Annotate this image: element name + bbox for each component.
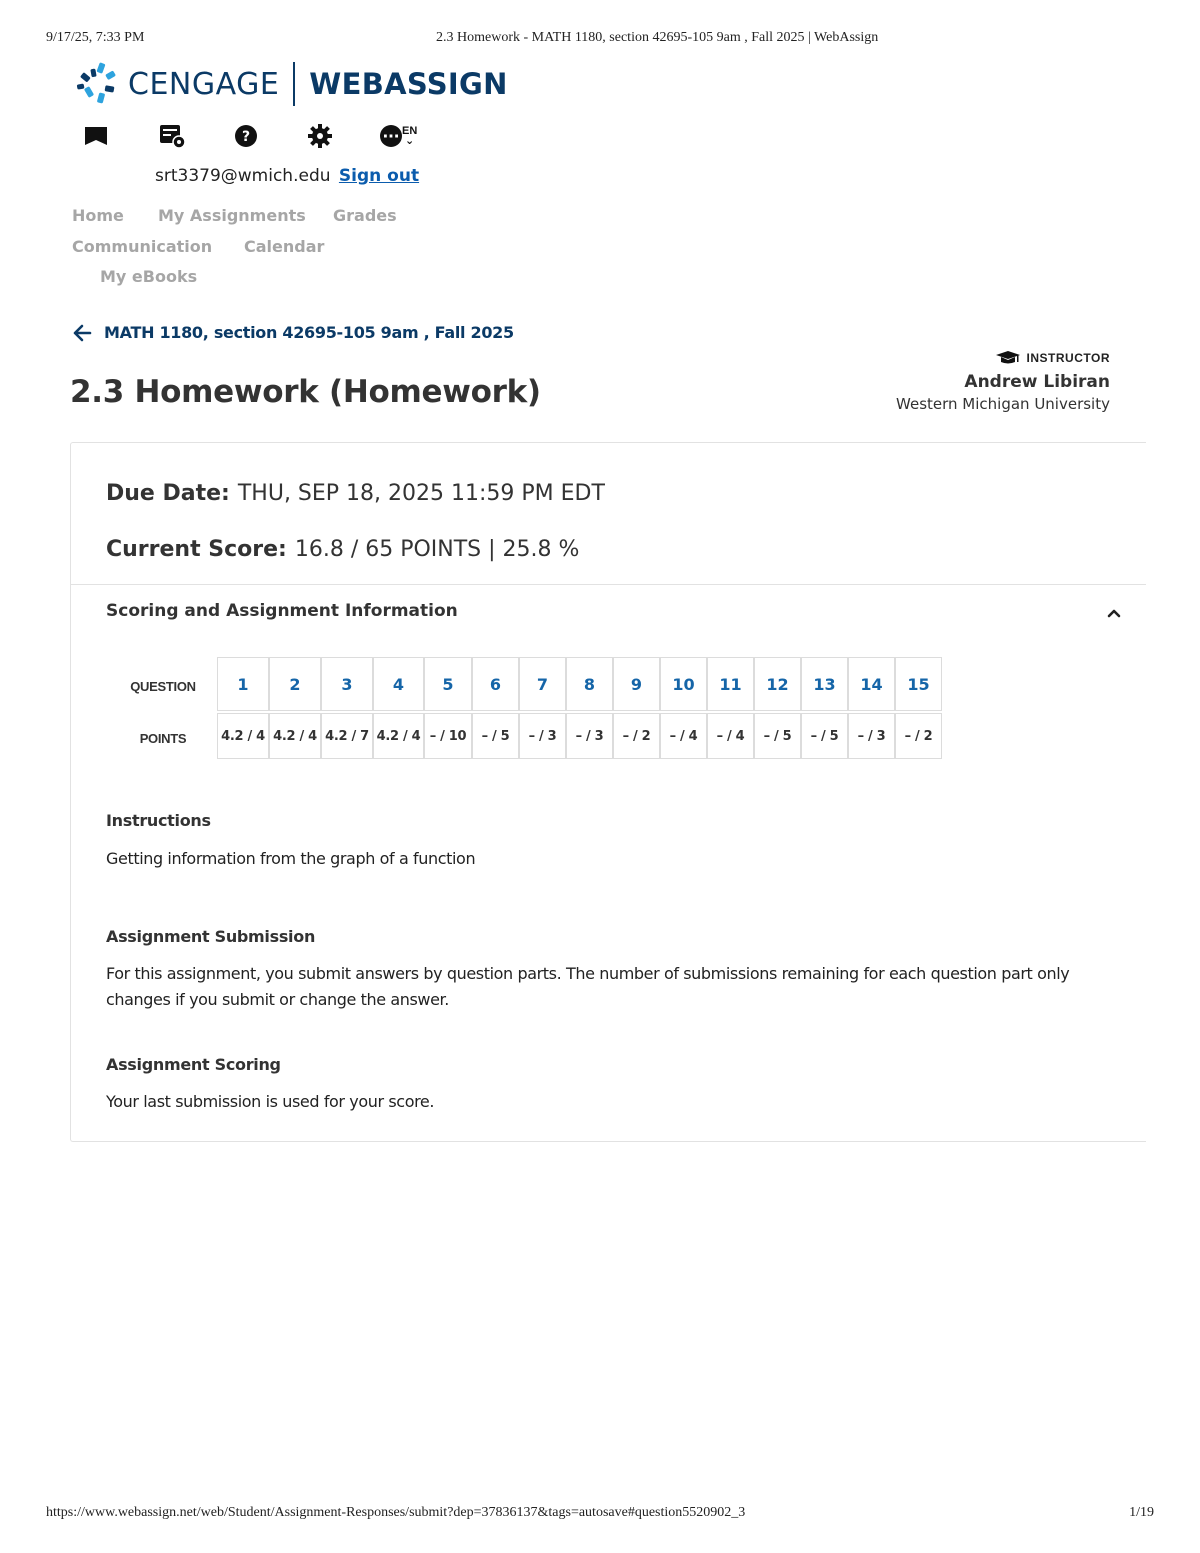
scoring-heading: Assignment Scoring bbox=[106, 1055, 281, 1074]
instructor-school: Western Michigan University bbox=[896, 395, 1110, 413]
points-cell bbox=[801, 713, 848, 759]
question-link-cell[interactable] bbox=[895, 657, 942, 711]
question-link-cell[interactable] bbox=[519, 657, 566, 711]
scoring-text: Your last submission is used for your score. bbox=[106, 1092, 435, 1111]
points-cell bbox=[707, 713, 754, 759]
back-to-course-link[interactable] bbox=[72, 323, 514, 342]
logo-webassign-text: WEBASSIGN bbox=[309, 67, 508, 101]
question-link-cell[interactable] bbox=[472, 657, 519, 711]
question-number[interactable]: 6 bbox=[489, 674, 502, 694]
help-icon[interactable] bbox=[232, 122, 260, 150]
points-row-label: POINTS bbox=[139, 731, 187, 746]
points-cell bbox=[424, 713, 472, 759]
question-link-cell[interactable] bbox=[217, 657, 269, 711]
gradebook-icon[interactable] bbox=[158, 122, 186, 150]
points-cell bbox=[472, 713, 519, 759]
print-page-title: 2.3 Homework - MATH 1180, section 42695-105 9am , Fall 2025 | WebAssign bbox=[436, 30, 879, 45]
question-number[interactable]: 8 bbox=[583, 674, 596, 694]
assignment-card bbox=[70, 442, 1146, 1142]
question-row-label: QUESTION bbox=[130, 679, 196, 694]
scoring-section-heading: Scoring and Assignment Information bbox=[106, 601, 458, 621]
points-cell bbox=[848, 713, 895, 759]
question-points: – / 5 bbox=[810, 728, 839, 744]
question-number[interactable]: 15 bbox=[907, 674, 930, 694]
collapse-section-button[interactable] bbox=[1104, 603, 1124, 623]
question-link-cell[interactable] bbox=[269, 657, 321, 711]
points-cell bbox=[217, 713, 269, 759]
question-link-cell[interactable] bbox=[754, 657, 801, 711]
assignment-summary bbox=[71, 443, 1146, 585]
submission-text: For this assignment, you submit answers by question parts. The number of submissions remaining for each question part only changes if you submit or change the answer. bbox=[106, 964, 1070, 1009]
points-cell bbox=[566, 713, 613, 759]
arrow-left-icon bbox=[72, 324, 92, 342]
question-link-cell[interactable] bbox=[424, 657, 472, 711]
points-cell bbox=[321, 713, 373, 759]
settings-icon[interactable] bbox=[306, 122, 334, 150]
due-date-value: THU, SEP 18, 2025 11:59 PM EDT bbox=[237, 481, 605, 506]
language-icon bbox=[378, 123, 404, 149]
question-number[interactable]: 13 bbox=[813, 674, 836, 694]
nav-grades[interactable]: Grades bbox=[333, 206, 397, 225]
question-link-cell[interactable] bbox=[321, 657, 373, 711]
logo-cengage-text: CENGAGE bbox=[128, 66, 280, 102]
question-number[interactable]: 11 bbox=[719, 674, 742, 694]
user-account bbox=[155, 166, 419, 186]
question-number[interactable]: 10 bbox=[672, 674, 695, 694]
nav-my-ebooks[interactable]: My eBooks bbox=[100, 267, 198, 286]
question-link-cell[interactable] bbox=[848, 657, 895, 711]
nav-calendar[interactable]: Calendar bbox=[244, 237, 325, 256]
question-points: – / 3 bbox=[857, 728, 886, 744]
bookmark-icon[interactable] bbox=[82, 122, 110, 150]
print-footer bbox=[46, 1505, 1154, 1523]
current-score-value: 16.8 / 65 POINTS | 25.8 % bbox=[294, 537, 580, 562]
cengage-logo-icon bbox=[76, 61, 122, 107]
language-code: EN ⌄ bbox=[402, 125, 418, 147]
current-score bbox=[106, 537, 579, 562]
question-link-cell[interactable] bbox=[660, 657, 707, 711]
logo-divider bbox=[293, 62, 295, 106]
question-number[interactable]: 14 bbox=[860, 674, 883, 694]
points-cell bbox=[373, 713, 424, 759]
question-points: – / 3 bbox=[528, 728, 557, 744]
instructor-role: INSTRUCTOR bbox=[896, 350, 1110, 366]
question-points: – / 2 bbox=[622, 728, 651, 744]
question-points: – / 5 bbox=[763, 728, 792, 744]
question-number[interactable]: 5 bbox=[442, 674, 454, 694]
nav-home[interactable]: Home bbox=[72, 206, 124, 225]
question-points: – / 10 bbox=[429, 728, 467, 744]
instructions-heading: Instructions bbox=[106, 811, 211, 830]
question-number[interactable]: 1 bbox=[237, 674, 249, 694]
question-points: – / 4 bbox=[716, 728, 745, 744]
question-points: – / 2 bbox=[904, 728, 933, 744]
due-date bbox=[106, 481, 605, 506]
assignment-title: 2.3 Homework (Homework) bbox=[70, 374, 541, 410]
question-link-cell[interactable] bbox=[613, 657, 660, 711]
user-email: srt3379@wmich.edu bbox=[155, 166, 331, 186]
question-number[interactable]: 7 bbox=[536, 674, 549, 694]
question-number[interactable]: 4 bbox=[392, 674, 405, 694]
instructor-info bbox=[896, 350, 1110, 413]
question-link-cell[interactable] bbox=[801, 657, 848, 711]
question-points: – / 5 bbox=[481, 728, 510, 744]
question-points: 4.2 / 4 bbox=[273, 728, 317, 744]
print-header bbox=[46, 30, 1154, 48]
instructions-text: Getting information from the graph of a function bbox=[106, 849, 476, 868]
print-datetime: 9/17/25, 7:33 PM bbox=[46, 30, 145, 45]
graduation-cap-icon bbox=[995, 350, 1021, 366]
question-points: – / 4 bbox=[669, 728, 698, 744]
chevron-up-icon bbox=[1104, 603, 1124, 623]
question-number[interactable]: 9 bbox=[630, 674, 643, 694]
points-cell bbox=[754, 713, 801, 759]
points-cell bbox=[613, 713, 660, 759]
points-cell bbox=[519, 713, 566, 759]
points-cell bbox=[269, 713, 321, 759]
sign-out-link[interactable]: Sign out bbox=[338, 166, 420, 186]
course-name: MATH 1180, section 42695-105 9am , Fall 2025 bbox=[104, 323, 514, 342]
question-number[interactable]: 12 bbox=[766, 674, 789, 694]
question-link-cell[interactable] bbox=[373, 657, 424, 711]
question-number[interactable]: 2 bbox=[289, 674, 301, 694]
question-points: 4.2 / 4 bbox=[221, 728, 265, 744]
question-link-cell[interactable] bbox=[566, 657, 613, 711]
question-number[interactable]: 3 bbox=[341, 674, 353, 694]
language-selector[interactable] bbox=[378, 122, 424, 150]
print-page-number: 1/19 bbox=[1129, 1505, 1154, 1520]
question-points: – / 3 bbox=[575, 728, 604, 744]
points-cell bbox=[660, 713, 707, 759]
instructor-name: Andrew Libiran bbox=[964, 372, 1110, 392]
nav-my-assignments[interactable]: My Assignments bbox=[158, 206, 306, 225]
nav-communication[interactable]: Communication bbox=[72, 237, 213, 256]
question-link-cell[interactable] bbox=[707, 657, 754, 711]
current-score-label: Current Score: bbox=[106, 537, 287, 562]
print-url: https://www.webassign.net/web/Student/Assignment-Responses/submit?dep=37836137&tags=autosave#question5520902_3 bbox=[46, 1505, 746, 1520]
question-points: 4.2 / 4 bbox=[376, 728, 421, 744]
question-points: 4.2 / 7 bbox=[325, 728, 369, 744]
svg-text:?: ? bbox=[241, 129, 251, 145]
cengage-webassign-logo[interactable] bbox=[76, 60, 508, 108]
submission-heading: Assignment Submission bbox=[106, 927, 316, 946]
due-date-label: Due Date: bbox=[106, 481, 230, 506]
points-cell bbox=[895, 713, 942, 759]
